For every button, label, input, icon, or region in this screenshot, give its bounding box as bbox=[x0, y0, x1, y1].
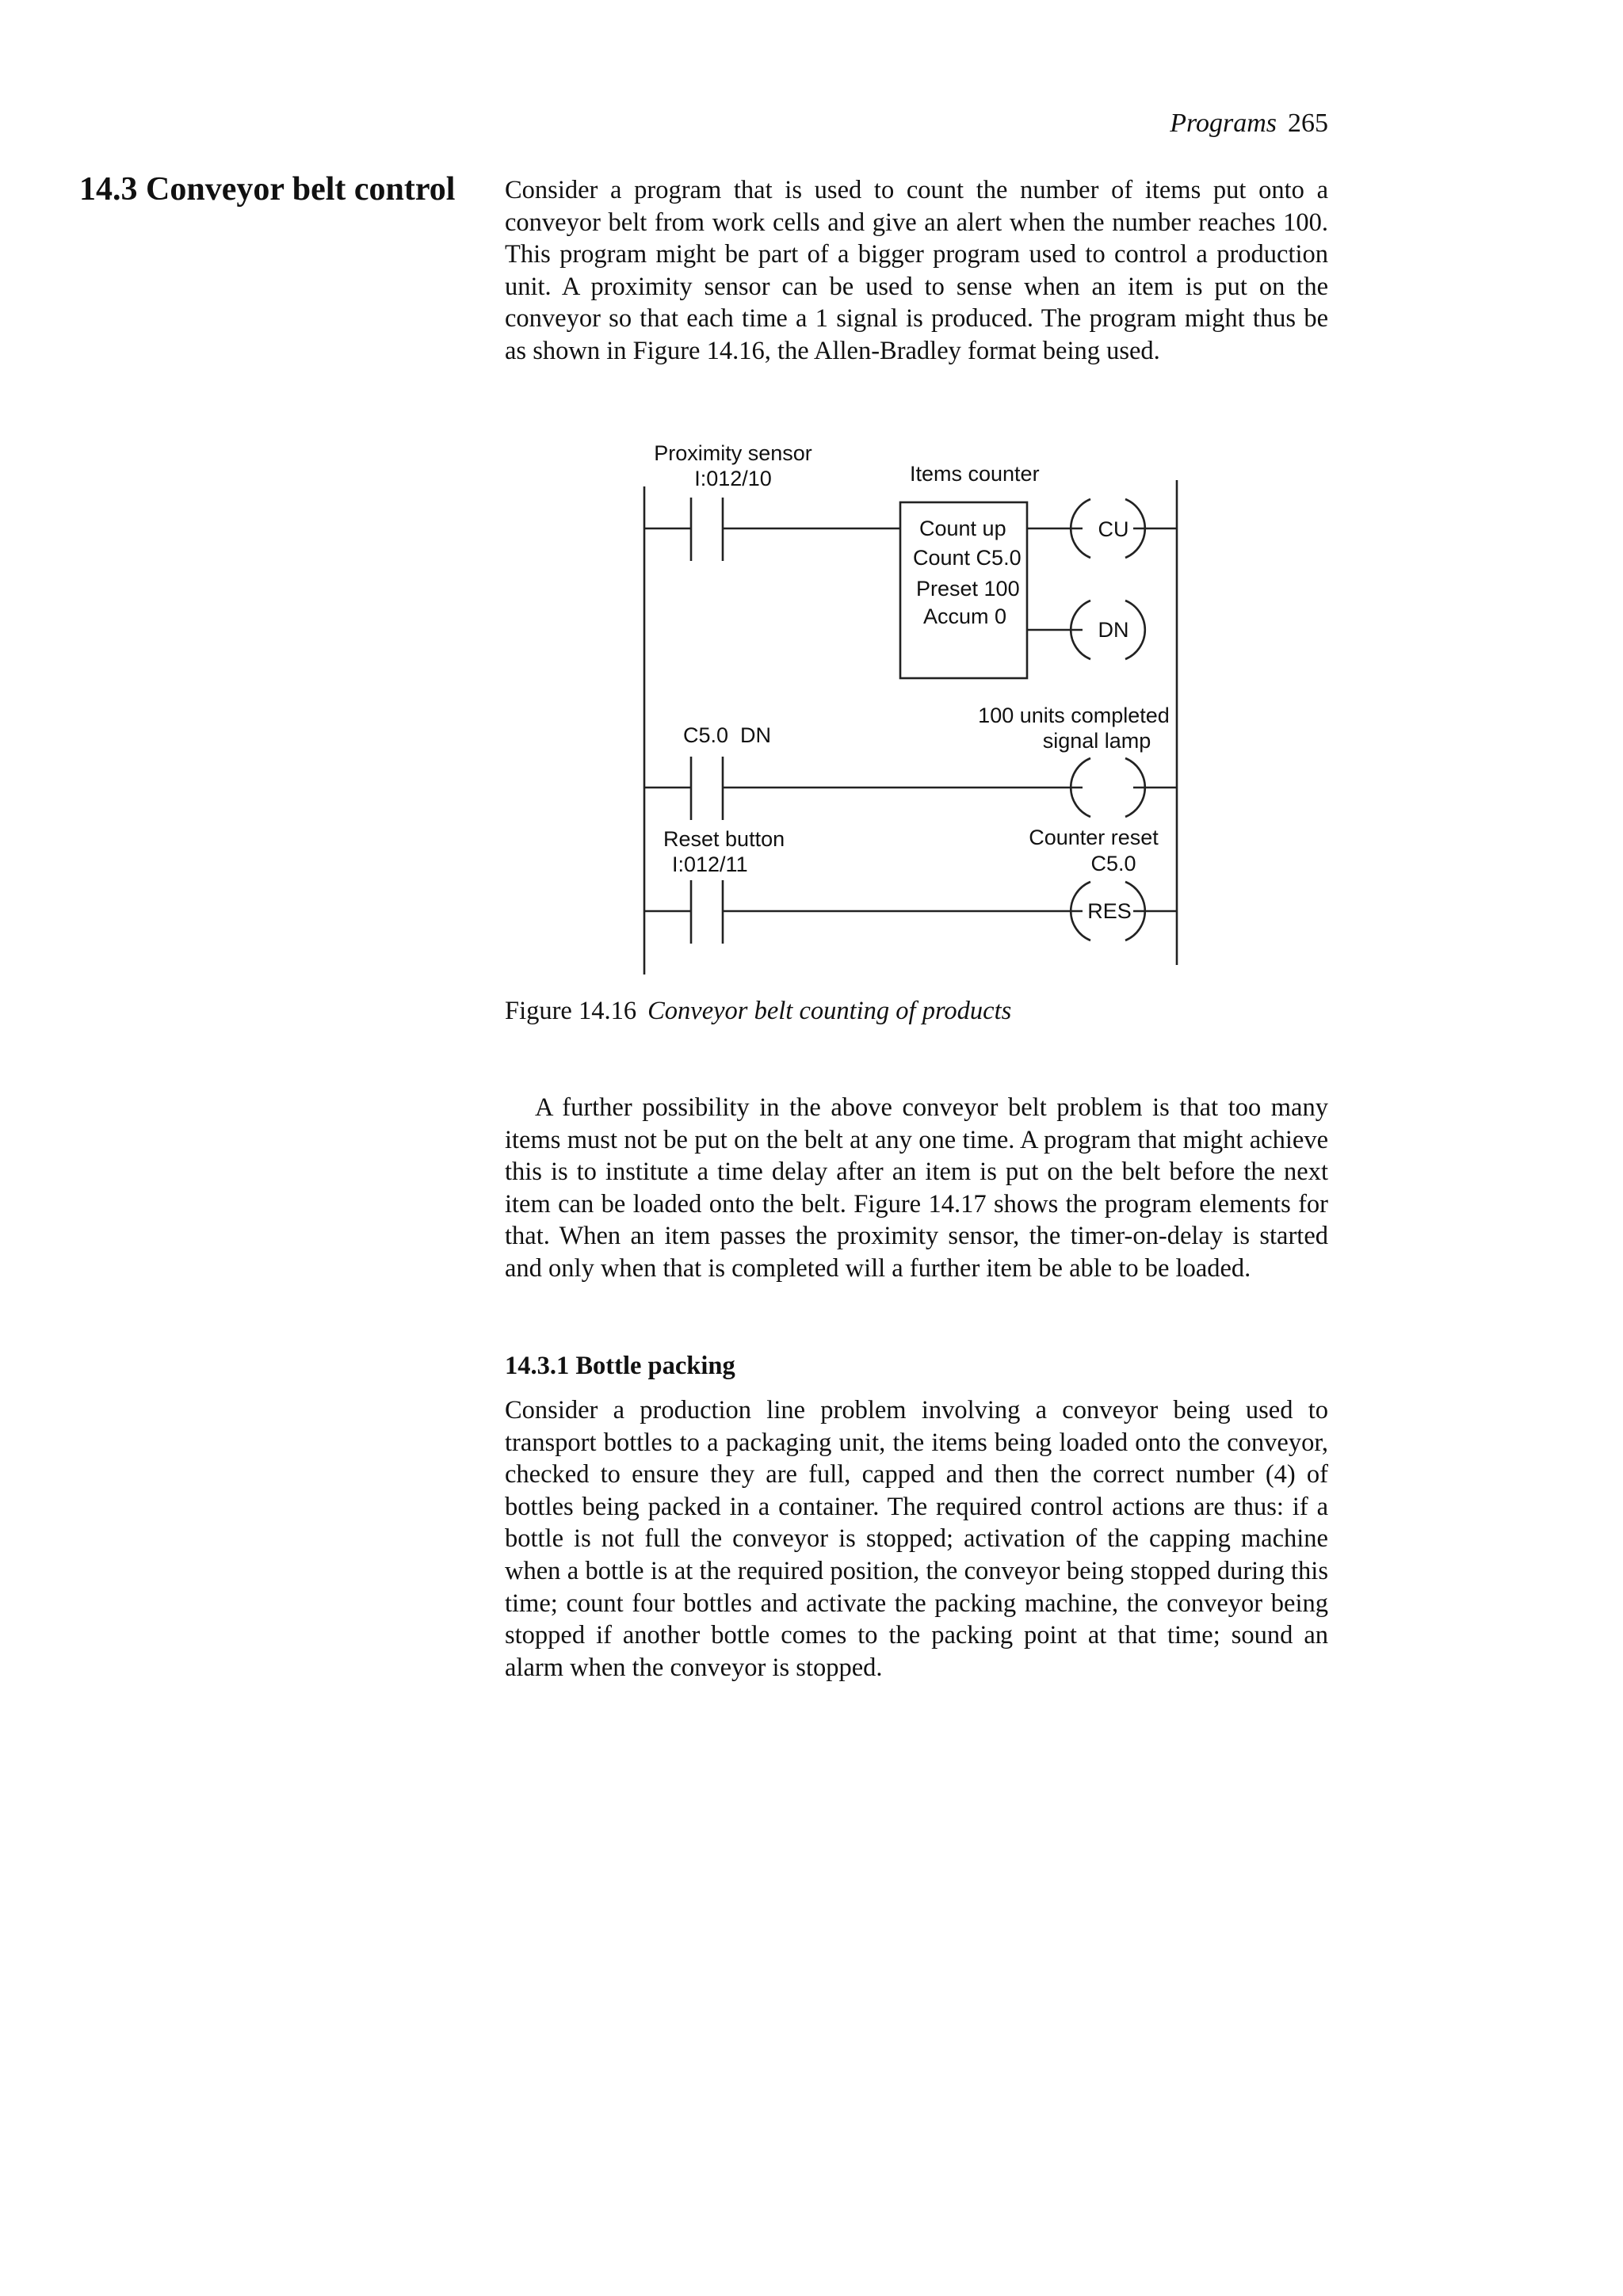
paragraph-text: A further possibility in the above conveyor belt problem is that too many items must not be put on the belt at any one time. A program that might achieve this is to institute a time delay after an item is put on the belt before the next item can be loaded onto the belt. Figure 14.17 shows the program elements for that. When an item passes the proximity sensor, the timer-on-delay is started and only when that is completed will a further item be able to be loaded. bbox=[505, 1093, 1328, 1283]
counter-title: Items counter bbox=[910, 462, 1040, 486]
signal-lamp-label-1: 100 units completed bbox=[978, 704, 1170, 727]
proximity-sensor-address: I:012/10 bbox=[694, 467, 772, 490]
rung-2 bbox=[644, 704, 1177, 820]
figure-number: Figure 14.16 bbox=[505, 997, 637, 1025]
counter-line-4: Accum 0 bbox=[923, 605, 1007, 628]
dn-coil-label: DN bbox=[1098, 618, 1129, 642]
counter-line-2: Count C5.0 bbox=[913, 546, 1022, 570]
page-number: 265 bbox=[1288, 109, 1328, 138]
signal-lamp-label-2: signal lamp bbox=[1042, 729, 1151, 753]
figure-title: Conveyor belt counting of products bbox=[647, 997, 1012, 1025]
reset-button-label: Reset button bbox=[663, 827, 785, 851]
paragraph-bottle-packing bbox=[505, 1394, 1328, 1684]
paragraph-text: Consider a production line problem involving a conveyor being used to transport bottles to a packaging unit, the items being loaded onto the conveyor, checked to ensure they are full, capped and then the correct number (4) of bottles being packed in a container. The required control actions are thus: if a bottle is not full the conveyor is stopped; activation of the capping machine when a bottle is at the required position, the conveyor being stopped during this time; count four bottles and activate the packing machine, the conveyor being stopped if another bottle comes to the packing point at that time; sound an alarm when the conveyor is stopped. bbox=[505, 1396, 1328, 1682]
counter-line-3: Preset 100 bbox=[916, 577, 1020, 601]
figure-caption bbox=[505, 995, 1011, 1027]
res-coil-label: RES bbox=[1087, 899, 1132, 923]
dn-contact-label: C5.0 DN bbox=[683, 723, 772, 747]
proximity-sensor-label: Proximity sensor bbox=[654, 441, 812, 465]
subsection-heading: 14.3.1 Bottle packing bbox=[505, 1352, 735, 1380]
ladder-diagram bbox=[0, 0, 1623, 998]
counter-line-1: Count up bbox=[919, 517, 1006, 540]
rung-1 bbox=[644, 441, 1177, 678]
counter-reset-label: Counter reset bbox=[1029, 826, 1159, 849]
cu-coil-label: CU bbox=[1098, 517, 1129, 541]
reset-button-address: I:012/11 bbox=[672, 852, 748, 876]
counter-reset-address: C5.0 bbox=[1090, 852, 1136, 875]
rung-3 bbox=[644, 826, 1177, 944]
section-heading: 14.3 Conveyor belt control bbox=[79, 171, 456, 208]
paragraph-further bbox=[505, 1092, 1328, 1285]
paragraph-text: Consider a program that is used to count the number of items put onto a conveyor belt from work cells and give an alert when the number reaches 100. This program might be part of a bigger program used to control a production unit. A proximity sensor can be used to sense when an item is put on the conveyor so that each time a 1 signal is produced. The program might thus be as shown in Figure 14.16, the Allen-Bradley format being used. bbox=[505, 176, 1328, 365]
running-title: Programs bbox=[1170, 109, 1277, 138]
